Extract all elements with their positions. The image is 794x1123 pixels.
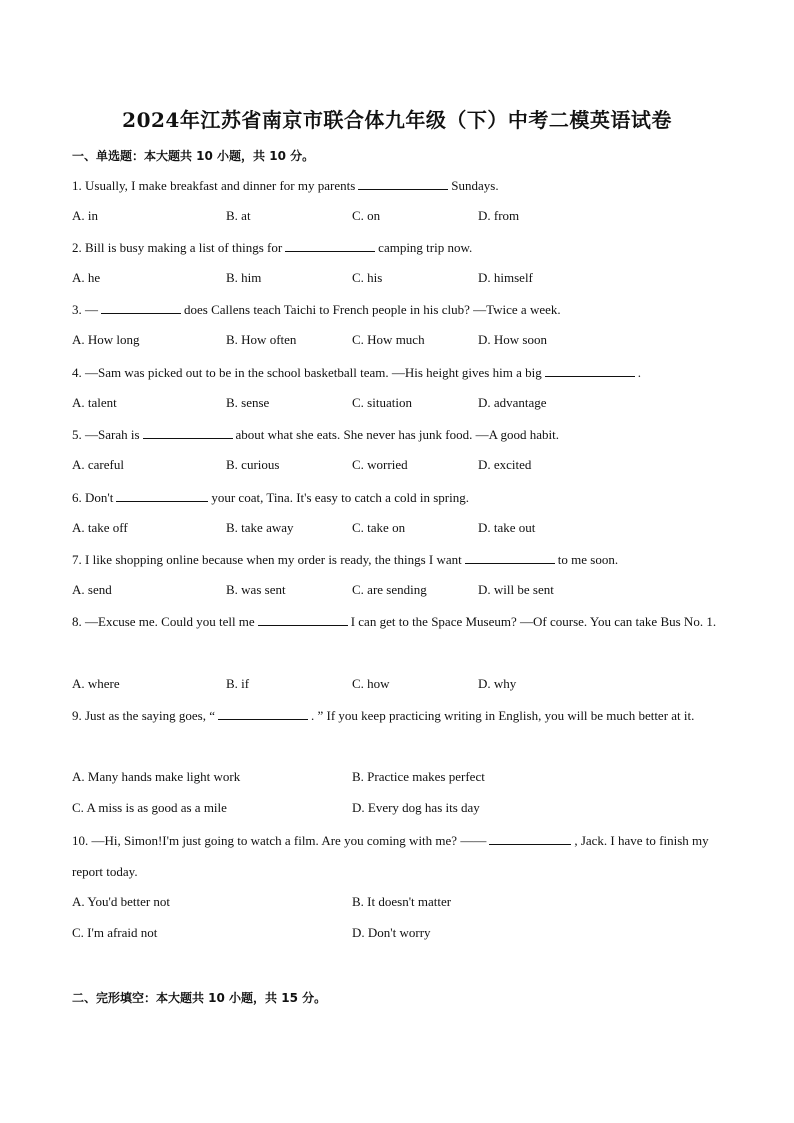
option-a[interactable]: A. talent: [72, 395, 117, 410]
options-row: [72, 457, 732, 477]
option-b[interactable]: B. if: [226, 676, 250, 691]
options-row: [72, 925, 732, 945]
option-d[interactable]: D. take out: [478, 520, 536, 535]
section-heading-cloze: 二、完形填空：本大题共 10 小题，共 15 分。: [72, 991, 327, 1005]
question-text-post: about what she eats. She never has junk food. —A good habit.: [235, 427, 560, 442]
answer-blank: [489, 832, 571, 845]
option-a[interactable]: A. send: [72, 582, 112, 597]
question-text-pre: 3. —: [72, 302, 98, 317]
options-row: [72, 894, 732, 914]
option-d[interactable]: D. How soon: [478, 332, 547, 347]
answer-blank: [101, 301, 181, 314]
question-text-post: Sundays.: [451, 178, 499, 193]
answer-blank: [218, 707, 308, 720]
option-c[interactable]: C. situation: [352, 395, 412, 410]
question-text-post: , Jack. I have to finish my report today.: [72, 833, 709, 879]
question-text-post: camping trip now.: [378, 240, 473, 255]
option-a[interactable]: A. he: [72, 270, 101, 285]
question-6: [72, 482, 724, 513]
options-row: [72, 582, 732, 602]
option-c[interactable]: C. A miss is as good as a mile: [72, 800, 227, 815]
option-a[interactable]: A. in: [72, 208, 98, 223]
option-d[interactable]: D. himself: [478, 270, 533, 285]
options-row: [72, 800, 732, 820]
options-row: [72, 332, 732, 352]
question-text-pre: 2. Bill is busy making a list of things for: [72, 240, 283, 255]
option-d[interactable]: D. why: [478, 676, 517, 691]
answer-blank: [143, 426, 233, 439]
option-c[interactable]: C. how: [352, 676, 390, 691]
option-a[interactable]: A. take off: [72, 520, 128, 535]
option-d[interactable]: D. excited: [478, 457, 532, 472]
options-row: [72, 395, 732, 415]
question-2: [72, 232, 724, 263]
option-c[interactable]: C. How much: [352, 332, 425, 347]
option-b[interactable]: B. It doesn't matter: [352, 894, 452, 909]
section-heading-single-choice: 一、单选题：本大题共 10 小题，共 10 分。: [72, 149, 315, 163]
options-row: [72, 520, 732, 540]
question-8: [72, 606, 724, 637]
answer-blank: [465, 551, 555, 564]
question-text-pre: 9. Just as the saying goes, “: [72, 708, 215, 723]
options-row: [72, 769, 732, 789]
answer-blank: [258, 613, 348, 626]
option-d[interactable]: D. Don't worry: [352, 925, 431, 940]
option-c[interactable]: C. his: [352, 270, 383, 285]
answer-blank: [285, 239, 375, 252]
question-text-post: does Callens teach Taichi to French people in his club? —Twice a week.: [184, 302, 561, 317]
option-c[interactable]: C. worried: [352, 457, 408, 472]
answer-blank: [116, 489, 208, 502]
option-d[interactable]: D. will be sent: [478, 582, 554, 597]
option-c[interactable]: C. take on: [352, 520, 406, 535]
question-text-pre: 8. —Excuse me. Could you tell me: [72, 614, 255, 629]
option-a[interactable]: A. Many hands make light work: [72, 769, 241, 784]
options-row: [72, 676, 732, 696]
options-row: [72, 270, 732, 290]
option-b[interactable]: B. take away: [226, 520, 294, 535]
question-7: [72, 544, 724, 575]
question-text-post: I can get to the Space Museum? —Of course. You can take Bus No. 1.: [350, 614, 717, 629]
option-b[interactable]: B. was sent: [226, 582, 286, 597]
question-text-pre: 1. Usually, I make breakfast and dinner for my parents: [72, 178, 356, 193]
option-c[interactable]: C. on: [352, 208, 381, 223]
question-text-post: .: [637, 365, 641, 380]
option-b[interactable]: B. How often: [226, 332, 297, 347]
option-d[interactable]: D. advantage: [478, 395, 547, 410]
answer-blank: [358, 177, 448, 190]
option-c[interactable]: C. are sending: [352, 582, 427, 597]
question-3: [72, 294, 724, 325]
option-b[interactable]: B. him: [226, 270, 262, 285]
options-row: [72, 208, 732, 228]
question-text-pre: 6. Don't: [72, 490, 114, 505]
option-b[interactable]: B. sense: [226, 395, 270, 410]
option-a[interactable]: A. You'd better not: [72, 894, 171, 909]
option-c[interactable]: C. I'm afraid not: [72, 925, 158, 940]
option-b[interactable]: B. curious: [226, 457, 280, 472]
question-text-pre: 5. —Sarah is: [72, 427, 140, 442]
question-text-pre: 4. —Sam was picked out to be in the school basketball team. —His height gives him a big: [72, 365, 542, 380]
option-b[interactable]: B. Practice makes perfect: [352, 769, 485, 784]
question-text-post: to me soon.: [557, 552, 619, 567]
question-text-pre: 10. —Hi, Simon!I'm just going to watch a film. Are you coming with me? ——: [72, 833, 487, 848]
page-title: 2024年江苏省南京市联合体九年级（下）中考二模英语试卷: [122, 108, 672, 132]
option-a[interactable]: A. careful: [72, 457, 124, 472]
question-10: [72, 825, 724, 887]
question-text-pre: 7. I like shopping online because when my order is ready, the things I want: [72, 552, 462, 567]
option-a[interactable]: A. How long: [72, 332, 140, 347]
question-text-post: your coat, Tina. It's easy to catch a cold in spring.: [211, 490, 469, 505]
answer-blank: [545, 364, 635, 377]
question-9: [72, 700, 724, 731]
option-d[interactable]: D. Every dog has its day: [352, 800, 480, 815]
question-5: [72, 419, 724, 450]
option-d[interactable]: D. from: [478, 208, 520, 223]
question-text-post: . ” If you keep practicing writing in English, you will be much better at it.: [310, 708, 695, 723]
question-1: [72, 170, 724, 201]
option-a[interactable]: A. where: [72, 676, 120, 691]
question-4: [72, 357, 724, 388]
option-b[interactable]: B. at: [226, 208, 251, 223]
